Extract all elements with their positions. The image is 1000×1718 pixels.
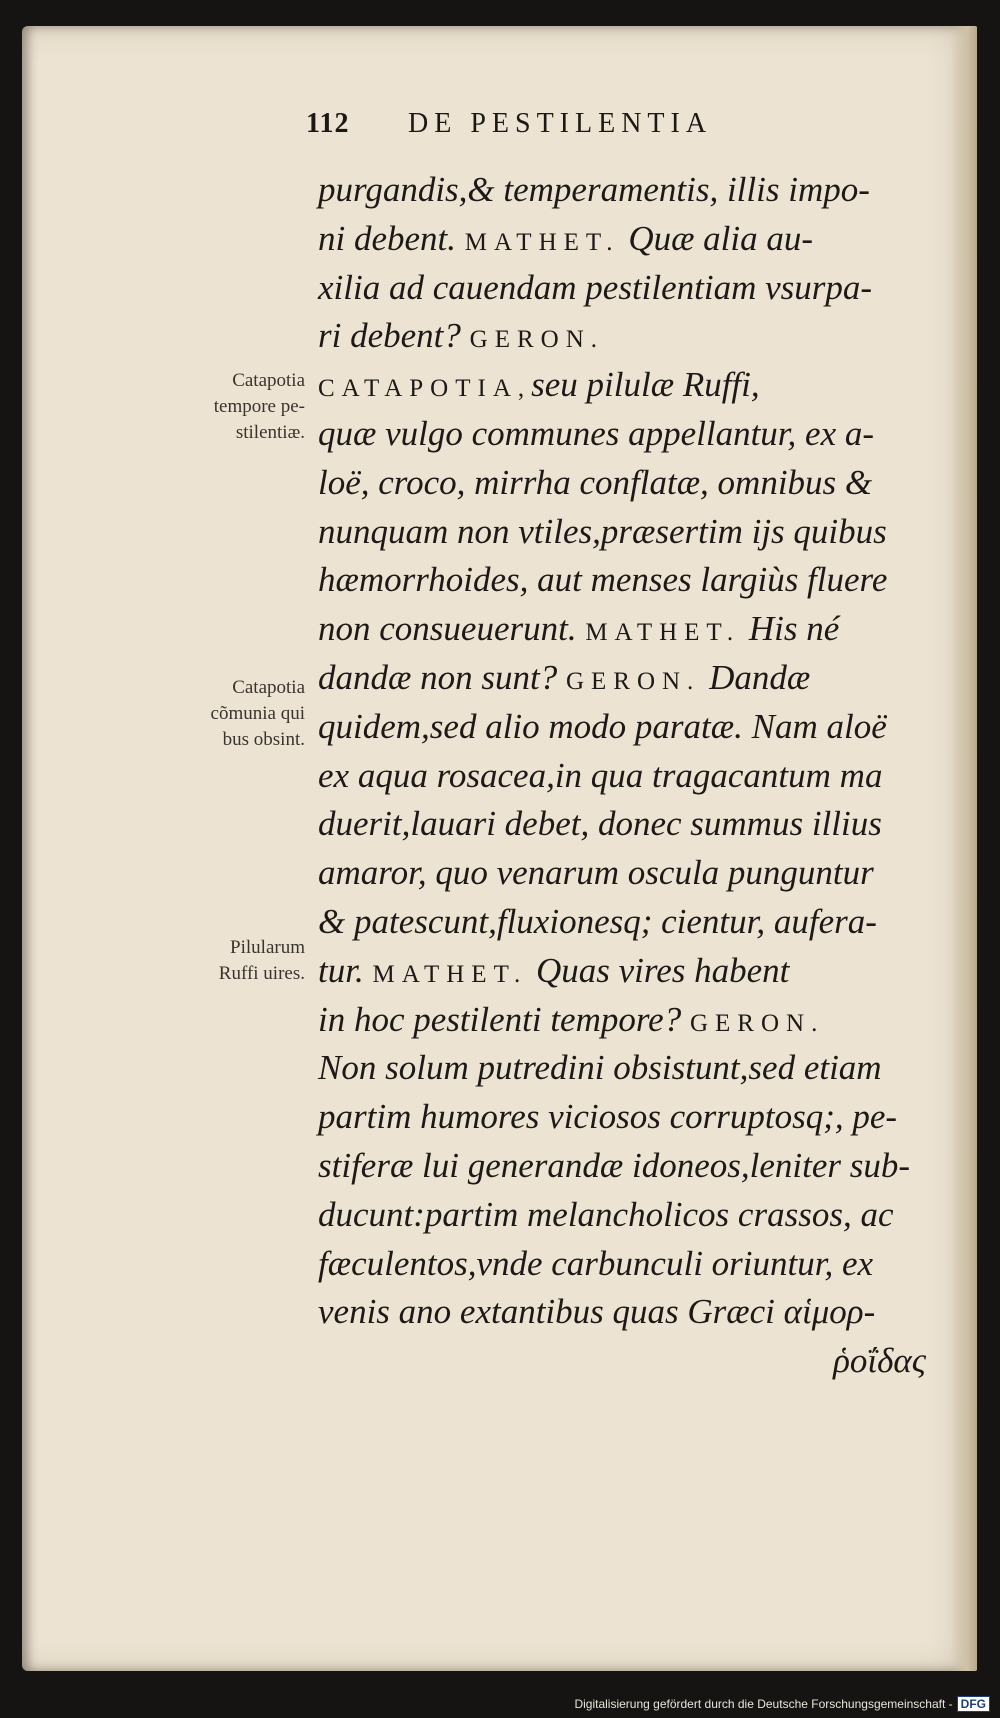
text-run: ducunt:partim melancholicos crassos, ac: [318, 1194, 894, 1234]
text-line: [318, 312, 948, 361]
text-run: ri debent?: [318, 316, 470, 356]
text-line: [318, 1044, 948, 1093]
text-line: [318, 1240, 948, 1289]
text-line: [318, 508, 948, 557]
speaker-name: MATHET.: [585, 619, 741, 647]
marginal-note-line: tempore pe-: [213, 396, 305, 417]
text-line: [318, 1142, 948, 1191]
text-line: [318, 215, 948, 264]
marginal-note: [155, 675, 305, 753]
catchword: ῥοΐδας: [833, 1341, 926, 1381]
text-run: non consueuerunt.: [318, 609, 586, 649]
text-line: [318, 752, 948, 801]
marginal-note-line: bus obsint.: [222, 729, 305, 750]
speaker-name: MATHET.: [372, 960, 528, 988]
marginal-note-line: cõmunia qui: [210, 703, 305, 724]
page-gutter-edge: [951, 26, 977, 1671]
text-line: [318, 800, 948, 849]
text-run: ex aqua rosacea,in qua tragacantum ma: [318, 755, 883, 795]
main-text-block: [318, 166, 948, 1386]
marginal-note-line: Catapotia: [232, 370, 305, 391]
text-line: [318, 459, 948, 508]
text-run: nunquam non vtiles,præsertim ijs quibus: [318, 511, 887, 551]
text-run: Quas vires habent: [527, 950, 790, 990]
text-run: in hoc pestilenti tempore?: [318, 999, 690, 1039]
folio-number: 112: [306, 108, 350, 139]
text-run: Quæ alia au-: [619, 218, 814, 258]
text-line: [318, 1191, 948, 1240]
text-run: quæ vulgo communes appellantur, ex a-: [318, 413, 875, 453]
text-run: His né: [740, 609, 840, 649]
running-title: DE PESTILENTIA: [408, 108, 713, 139]
text-line: [318, 264, 948, 313]
text-run: amaror, quo venarum oscula punguntur: [318, 853, 874, 893]
text-line: [318, 898, 948, 947]
text-line: [318, 1288, 948, 1337]
text-run: xilia ad cauendam pestilentiam vsurpa-: [318, 267, 873, 307]
marginal-note-line: Ruffi uires.: [218, 963, 305, 984]
marginal-note-line: stilentiæ.: [235, 422, 305, 443]
marginal-note: [155, 368, 305, 446]
text-run: Dandæ: [700, 657, 811, 697]
text-run: tur.: [318, 950, 373, 990]
text-run: & patescunt,fluxionesq; cientur, aufera-: [318, 901, 877, 941]
dfg-logo: DFG: [957, 1696, 990, 1712]
speaker-name: GERON.: [565, 667, 701, 695]
text-line: [318, 166, 948, 215]
text-line: [318, 410, 948, 459]
text-line: [318, 556, 948, 605]
text-run: duerit,lauari debet, donec summus illius: [318, 804, 882, 844]
text-line: [318, 996, 948, 1045]
marginal-note-line: Pilularum: [230, 937, 305, 958]
text-line: [318, 849, 948, 898]
text-line: [318, 703, 948, 752]
text-run: quidem,sed alio modo paratæ. Nam aloë: [318, 706, 887, 746]
marginal-note: [155, 935, 305, 987]
speaker-name: MATHET.: [464, 228, 620, 256]
text-line: [318, 654, 948, 703]
speaker-name: GERON.: [469, 326, 604, 354]
text-line: [318, 605, 948, 654]
text-run: loë, croco, mirrha conflatæ, omnibus &: [318, 462, 873, 502]
page-header: [306, 108, 866, 148]
text-run: fæculentos,vnde carbunculi oriuntur, ex: [318, 1243, 874, 1283]
text-run: dandæ non sunt?: [318, 657, 566, 697]
text-line: [318, 361, 948, 410]
text-run: stiferæ lui generandæ idoneos,leniter sub-: [318, 1145, 911, 1185]
text-run: Non solum putredini obsistunt,sed etiam: [318, 1048, 882, 1088]
text-run: seu pilulæ Ruffi,: [531, 365, 760, 405]
text-run: partim humores viciosos corruptosq;, pe-: [318, 1097, 898, 1137]
text-run: ni debent.: [318, 218, 465, 258]
text-line: [318, 1093, 948, 1142]
credit-text: Digitalisierung gefördert durch die Deutsche Forschungsgemeinschaft -: [574, 1697, 953, 1711]
speaker-name: GERON.: [689, 1009, 825, 1037]
text-run: venis ano extantibus quas Græci αἱμορ-: [318, 1292, 876, 1332]
text-run: hæmorrhoides, aut menses largiùs fluere: [318, 560, 888, 600]
digitization-credit: [574, 1696, 990, 1712]
text-run: purgandis,& temperamentis, illis impo-: [318, 170, 870, 209]
speaker-name: CATAPOTIA,: [318, 375, 532, 403]
marginal-note-line: Catapotia: [232, 677, 305, 698]
text-line: [318, 947, 948, 996]
